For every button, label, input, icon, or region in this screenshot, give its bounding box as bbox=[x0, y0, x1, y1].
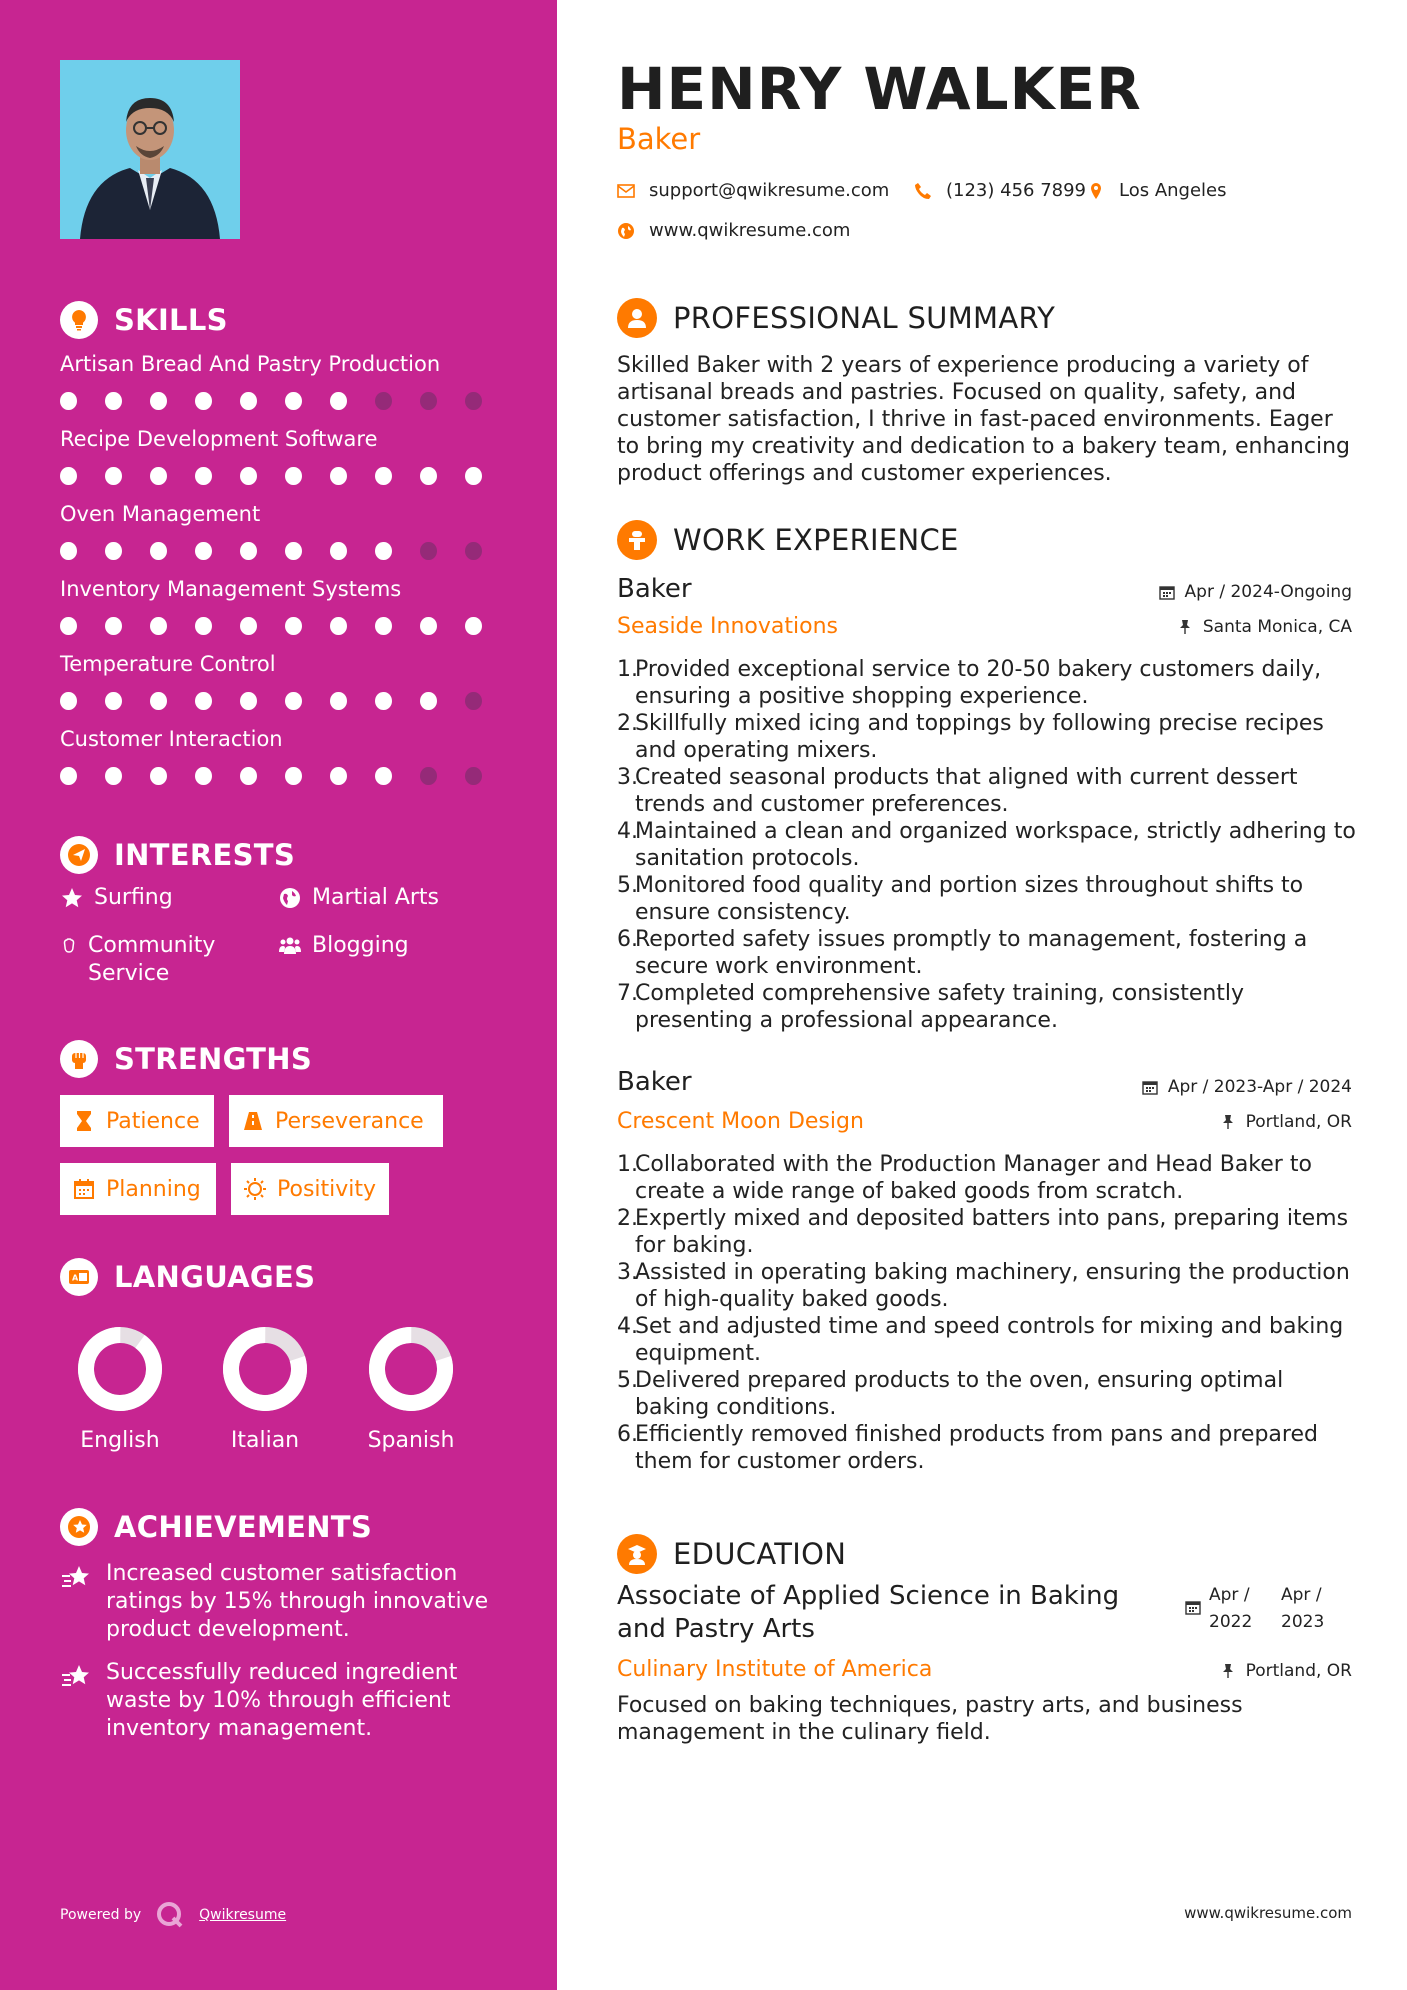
profile-photo bbox=[60, 60, 240, 239]
strength-label: Patience bbox=[106, 1108, 200, 1134]
rating-dot-filled bbox=[195, 542, 212, 560]
user-icon bbox=[617, 298, 657, 338]
education-end: Apr / 2023 bbox=[1281, 1585, 1325, 1632]
calendar-icon bbox=[72, 1177, 96, 1201]
language-donut bbox=[77, 1326, 163, 1412]
rating-dot-filled bbox=[105, 542, 122, 560]
globe-icon bbox=[617, 222, 635, 240]
achievements-heading bbox=[60, 1508, 372, 1546]
location-text: Los Angeles bbox=[1119, 180, 1227, 201]
rating-dot-filled bbox=[375, 767, 392, 785]
lightbulb-icon bbox=[60, 301, 98, 339]
language-item bbox=[351, 1326, 471, 1453]
rating-dot-filled bbox=[285, 542, 302, 560]
skill-name: Customer Interaction bbox=[60, 727, 283, 751]
language-item bbox=[60, 1326, 180, 1453]
pushpin-icon bbox=[1220, 1114, 1236, 1130]
job-bullets bbox=[617, 656, 1357, 1034]
strength-badge bbox=[231, 1163, 389, 1215]
website-text: www.qwikresume.com bbox=[649, 220, 851, 241]
contact-location bbox=[1087, 180, 1227, 201]
rating-dot-filled bbox=[105, 767, 122, 785]
interest-item bbox=[278, 932, 409, 960]
road-icon bbox=[241, 1109, 265, 1133]
interest-item bbox=[60, 932, 250, 988]
rating-dot-filled bbox=[285, 692, 302, 710]
rating-dot-filled bbox=[60, 467, 77, 485]
education-description: Focused on baking techniques, pastry arts, and business management in the culinary field. bbox=[617, 1693, 1243, 1745]
skill-rating bbox=[60, 617, 510, 635]
rating-dot-filled bbox=[150, 467, 167, 485]
interest-label: Blogging bbox=[312, 933, 409, 958]
education-heading bbox=[617, 1534, 846, 1574]
job-bullet: Expertly mixed and deposited batters into pans, preparing items for baking. bbox=[635, 1206, 1349, 1258]
users-icon bbox=[278, 934, 302, 958]
rating-dot-filled bbox=[150, 392, 167, 410]
languages-heading bbox=[60, 1258, 315, 1296]
language-item bbox=[205, 1326, 325, 1453]
job-company: Crescent Moon Design bbox=[617, 1109, 864, 1134]
rating-dot-filled bbox=[240, 767, 257, 785]
strengths-heading bbox=[60, 1040, 312, 1078]
rating-dot-filled bbox=[60, 617, 77, 635]
rating-dot-filled bbox=[330, 692, 347, 710]
language-name: English bbox=[80, 1428, 160, 1453]
rating-dot-filled bbox=[105, 392, 122, 410]
achievements-title: ACHIEVEMENTS bbox=[114, 1510, 373, 1544]
donut-fill bbox=[222, 1326, 308, 1412]
powered-by-label: Powered by bbox=[60, 1907, 142, 1923]
rating-dot-filled bbox=[285, 392, 302, 410]
rating-dot-filled bbox=[60, 767, 77, 785]
envelope-icon bbox=[617, 182, 635, 200]
rating-dot-filled bbox=[195, 617, 212, 635]
language-donut bbox=[222, 1326, 308, 1412]
contact-email[interactable] bbox=[617, 180, 889, 201]
phone-icon bbox=[914, 182, 932, 200]
rating-dot-filled bbox=[375, 542, 392, 560]
skill-rating bbox=[60, 692, 510, 710]
job-dates-text: Apr / 2023-Apr / 2024 bbox=[1167, 1077, 1352, 1097]
sidebar bbox=[0, 0, 557, 1990]
job-dates-text: Apr / 2024-Ongoing bbox=[1184, 582, 1352, 602]
rating-dot-filled bbox=[330, 392, 347, 410]
rating-dot-filled bbox=[150, 542, 167, 560]
footer-url[interactable]: www.qwikresume.com bbox=[1184, 1904, 1352, 1922]
job-title: Baker bbox=[617, 1067, 692, 1097]
skill-name: Temperature Control bbox=[60, 652, 276, 676]
skill-item bbox=[60, 426, 510, 485]
rating-dot-filled bbox=[195, 692, 212, 710]
rating-dot-filled bbox=[105, 467, 122, 485]
rating-dot-filled bbox=[150, 767, 167, 785]
achievement-item bbox=[60, 1560, 500, 1644]
rating-dot-filled bbox=[285, 467, 302, 485]
experience-title: WORK EXPERIENCE bbox=[673, 523, 959, 557]
strength-badge bbox=[60, 1095, 214, 1147]
education-dates bbox=[1185, 1582, 1353, 1636]
skill-item bbox=[60, 501, 510, 560]
rating-dot-filled bbox=[105, 617, 122, 635]
rating-dot-empty bbox=[465, 767, 482, 785]
calendar-icon bbox=[1142, 1079, 1158, 1095]
rating-dot-filled bbox=[240, 692, 257, 710]
job-location-text: Portland, OR bbox=[1245, 1112, 1352, 1132]
skill-name: Inventory Management Systems bbox=[60, 577, 402, 601]
rating-dot-filled bbox=[375, 617, 392, 635]
rating-dot-filled bbox=[240, 392, 257, 410]
job-bullet: Assisted in operating baking machinery, ensuring the production of high-quality baked goods. bbox=[635, 1260, 1350, 1312]
achievement-item bbox=[60, 1659, 500, 1743]
rating-dot-empty bbox=[420, 392, 437, 410]
job-company: Seaside Innovations bbox=[617, 614, 838, 639]
interests-title: INTERESTS bbox=[114, 838, 296, 872]
rating-dot-filled bbox=[240, 467, 257, 485]
translate-icon bbox=[60, 1258, 98, 1296]
rating-dot-filled bbox=[330, 767, 347, 785]
languages-title: LANGUAGES bbox=[114, 1260, 316, 1294]
rating-dot-filled bbox=[150, 692, 167, 710]
job-bullet: Created seasonal products that aligned with current dessert trends and customer preferences. bbox=[635, 765, 1298, 817]
skills-title: SKILLS bbox=[114, 303, 228, 337]
rating-dot-filled bbox=[195, 767, 212, 785]
sun-icon bbox=[243, 1177, 267, 1201]
hand-icon bbox=[60, 934, 78, 958]
rating-dot-filled bbox=[60, 542, 77, 560]
candidate-name: HENRY WALKER bbox=[617, 55, 1142, 123]
qwikresume-logo-icon bbox=[155, 1900, 185, 1930]
shooting-star-icon bbox=[60, 1508, 98, 1546]
language-donut bbox=[368, 1326, 454, 1412]
rating-dot-filled bbox=[330, 542, 347, 560]
star-icon bbox=[60, 886, 84, 910]
education-degree: Associate of Applied Science in Baking and Pastry Arts bbox=[617, 1581, 1120, 1644]
education-school: Culinary Institute of America bbox=[617, 1657, 933, 1682]
skill-rating bbox=[60, 542, 510, 560]
skill-name: Artisan Bread And Pastry Production bbox=[60, 352, 441, 376]
interest-item bbox=[60, 884, 173, 912]
globe-icon bbox=[278, 886, 302, 910]
job-bullet: Maintained a clean and organized workspace, strictly adhering to sanitation protocols. bbox=[635, 819, 1356, 871]
rating-dot-filled bbox=[150, 617, 167, 635]
education-location bbox=[1220, 1661, 1352, 1681]
achievement-text: Increased customer satisfaction ratings by 15% through innovative product development. bbox=[106, 1561, 489, 1642]
rating-dot-filled bbox=[285, 767, 302, 785]
achievement-text: Successfully reduced ingredient waste by 10% through efficient inventory management. bbox=[106, 1660, 458, 1741]
rating-dot-filled bbox=[330, 467, 347, 485]
rating-dot-filled bbox=[240, 542, 257, 560]
summary-text: Skilled Baker with 2 years of experience producing a variety of artisanal breads and pastries. Focused on quality, safety, and customer satisfaction, I thrive in fast-paced environments. Eager to bring my creativity and dedication to a bakery team, enhancing product offerings and customer experiences. bbox=[617, 353, 1350, 486]
rating-dot-empty bbox=[465, 392, 482, 410]
main-content bbox=[617, 0, 1356, 1990]
rating-dot-filled bbox=[465, 617, 482, 635]
skill-name: Oven Management bbox=[60, 502, 261, 526]
job-dates bbox=[1159, 582, 1352, 602]
rating-dot-empty bbox=[420, 542, 437, 560]
job-bullet: Monitored food quality and portion sizes throughout shifts to ensure consistency. bbox=[635, 873, 1304, 925]
job-bullet: Delivered prepared products to the oven, ensuring optimal baking conditions. bbox=[635, 1368, 1284, 1420]
qwikresume-link[interactable]: Qwikresume bbox=[199, 1907, 287, 1923]
skill-item bbox=[60, 351, 510, 410]
pushpin-icon bbox=[1177, 619, 1193, 635]
job-bullet: Provided exceptional service to 20-50 bakery customers daily, ensuring a positive shopping experience. bbox=[635, 657, 1322, 709]
rating-dot-filled bbox=[420, 692, 437, 710]
skill-item bbox=[60, 726, 510, 785]
rating-dot-filled bbox=[195, 392, 212, 410]
rating-dot-empty bbox=[375, 392, 392, 410]
language-name: Italian bbox=[230, 1428, 300, 1453]
interests-heading bbox=[60, 836, 295, 874]
skills-heading bbox=[60, 301, 228, 339]
candidate-role: Baker bbox=[617, 122, 701, 156]
strength-badge bbox=[60, 1163, 216, 1215]
strength-badge bbox=[229, 1095, 443, 1147]
shooting-star-icon bbox=[60, 1562, 92, 1594]
job-bullet: Collaborated with the Production Manager and Head Baker to create a wide range of baked goods from scratch. bbox=[635, 1152, 1312, 1204]
calendar-icon bbox=[1159, 584, 1175, 600]
interest-label: Martial Arts bbox=[312, 885, 440, 910]
rating-dot-filled bbox=[375, 692, 392, 710]
donut-fill bbox=[77, 1326, 163, 1412]
rating-dot-filled bbox=[105, 692, 122, 710]
rating-dot-filled bbox=[330, 617, 347, 635]
rating-dot-filled bbox=[285, 617, 302, 635]
skill-rating bbox=[60, 392, 510, 410]
job-location bbox=[1220, 1112, 1352, 1132]
phone-text: (123) 456 7899 bbox=[946, 180, 1087, 201]
donut-fill bbox=[368, 1326, 454, 1412]
contact-website[interactable] bbox=[617, 220, 850, 241]
rating-dot-filled bbox=[195, 467, 212, 485]
summary-heading bbox=[617, 298, 1055, 338]
summary-title: PROFESSIONAL SUMMARY bbox=[673, 301, 1056, 335]
skill-rating bbox=[60, 767, 510, 785]
job-bullet: Efficiently removed finished products from pans and prepared them for customer orders. bbox=[635, 1422, 1318, 1474]
language-name: Spanish bbox=[367, 1428, 455, 1453]
strength-label: Positivity bbox=[277, 1176, 377, 1202]
job-bullet: Skillfully mixed icing and toppings by following precise recipes and operating mixers. bbox=[635, 711, 1324, 763]
interest-item bbox=[278, 884, 439, 912]
job-location bbox=[1177, 617, 1352, 637]
rating-dot-filled bbox=[60, 392, 77, 410]
strengths-title: STRENGTHS bbox=[114, 1042, 313, 1076]
rating-dot-filled bbox=[420, 617, 437, 635]
rating-dot-filled bbox=[420, 467, 437, 485]
skill-item bbox=[60, 576, 510, 635]
rating-dot-empty bbox=[420, 767, 437, 785]
person-portrait-icon bbox=[60, 60, 240, 239]
education-title: EDUCATION bbox=[673, 1537, 847, 1571]
strength-label: Perseverance bbox=[275, 1108, 424, 1134]
shooting-star-icon bbox=[60, 1661, 92, 1693]
rating-dot-empty bbox=[465, 692, 482, 710]
fist-icon bbox=[60, 1040, 98, 1078]
strength-label: Planning bbox=[106, 1176, 201, 1202]
education-start: Apr / 2022 bbox=[1209, 1585, 1253, 1632]
hourglass-icon bbox=[72, 1109, 96, 1133]
rating-dot-filled bbox=[375, 467, 392, 485]
skill-rating bbox=[60, 467, 510, 485]
experience-heading bbox=[617, 520, 959, 560]
podium-icon bbox=[617, 520, 657, 560]
map-pin-icon bbox=[1087, 182, 1105, 200]
rating-dot-filled bbox=[240, 617, 257, 635]
skill-item bbox=[60, 651, 510, 710]
email-text: support@qwikresume.com bbox=[649, 180, 890, 201]
calendar-icon bbox=[1185, 1599, 1201, 1615]
interest-label: Community Service bbox=[88, 933, 216, 986]
contact-phone[interactable] bbox=[914, 180, 1086, 201]
graduate-icon bbox=[617, 1534, 657, 1574]
job-dates bbox=[1142, 1077, 1352, 1097]
skill-name: Recipe Development Software bbox=[60, 427, 378, 451]
svg-text:A: A bbox=[72, 1273, 79, 1283]
education-location-text: Portland, OR bbox=[1245, 1661, 1352, 1681]
job-bullet: Reported safety issues promptly to management, fostering a secure work environment. bbox=[635, 927, 1308, 979]
interest-label: Surfing bbox=[94, 885, 173, 910]
job-bullet: Set and adjusted time and speed controls for mixing and baking equipment. bbox=[635, 1314, 1344, 1366]
powered-by bbox=[60, 1900, 286, 1930]
rating-dot-filled bbox=[60, 692, 77, 710]
job-bullet: Completed comprehensive safety training, consistently presenting a professional appearance. bbox=[635, 981, 1245, 1033]
rating-dot-filled bbox=[465, 467, 482, 485]
pushpin-icon bbox=[1220, 1663, 1236, 1679]
job-location-text: Santa Monica, CA bbox=[1202, 617, 1352, 637]
paper-plane-icon bbox=[60, 836, 98, 874]
rating-dot-empty bbox=[465, 542, 482, 560]
job-title: Baker bbox=[617, 574, 692, 604]
job-bullets bbox=[617, 1151, 1357, 1475]
